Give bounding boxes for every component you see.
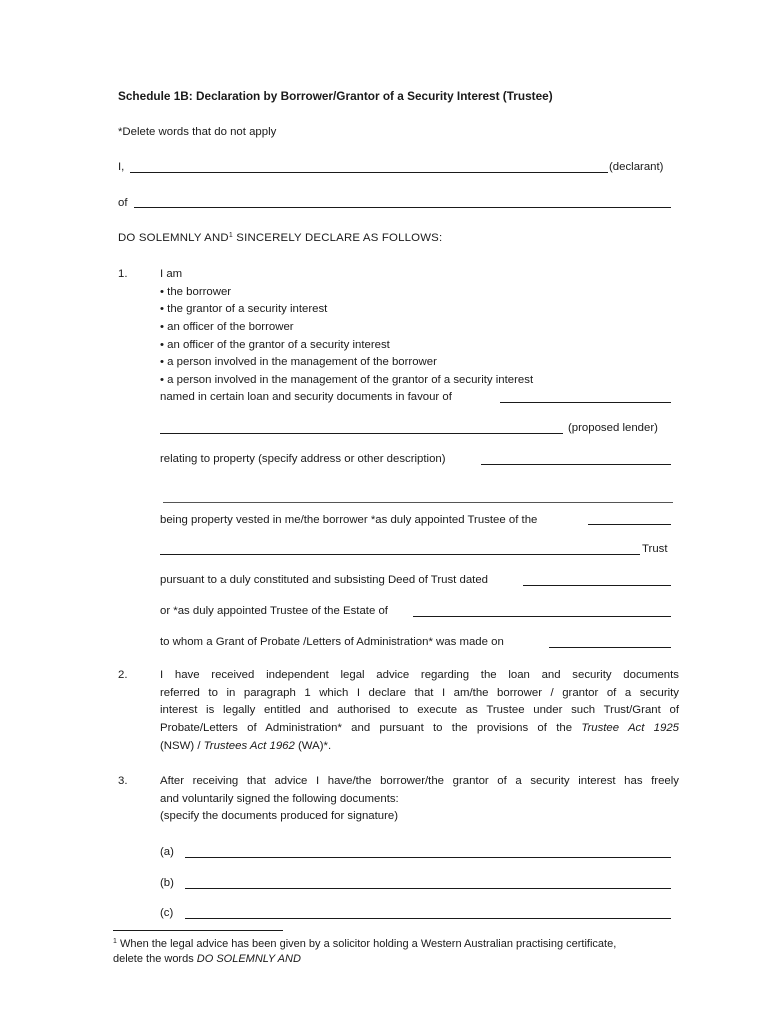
document-item-c-label: (c) (160, 907, 174, 919)
para2-line: (NSW) / Trustees Act 1962 (WA)*. (160, 740, 332, 752)
probate-date-field[interactable] (549, 647, 671, 648)
deed-date-field[interactable] (523, 585, 671, 586)
declarant-suffix: (declarant) (609, 161, 664, 173)
bullet-item: • a person involved in the management of the borrower (160, 356, 437, 368)
bullet-item: • the grantor of a security interest (160, 303, 328, 315)
of-label: of (118, 197, 128, 209)
para1-intro: I am (160, 268, 183, 280)
page-title: Schedule 1B: Declaration by Borrower/Grantor of a Security Interest (Trustee) (118, 89, 553, 103)
declarant-field[interactable] (130, 172, 608, 173)
footnote-line-1: $^1$ When the legal advice has been given by a solicitor holding a Western Australian practising certificate, (113, 938, 617, 950)
probate-text: to whom a Grant of Probate /Letters of Administration* was made on (160, 636, 504, 648)
lender-field-1[interactable] (500, 402, 671, 403)
pursuant-text: pursuant to a duly constituted and subsisting Deed of Trust dated (160, 574, 489, 586)
vested-text: being property vested in me/the borrower *as duly appointed Trustee of the (160, 514, 538, 526)
address-field[interactable] (134, 207, 671, 208)
proposed-lender-label: (proposed lender) (568, 422, 658, 434)
document-item-c-field[interactable] (185, 918, 671, 919)
declarant-prefix: I, (118, 161, 125, 173)
para3-line: (specify the documents produced for signature) (160, 810, 399, 822)
para2-line: referred to in paragraph 1 which I declare that I am/the borrower / grantor of a security (160, 687, 679, 699)
bullet-item: • an officer of the grantor of a security interest (160, 339, 390, 351)
para3-line: and voluntarily signed the following documents: (160, 793, 399, 805)
trust-name-field-1[interactable] (588, 524, 671, 525)
delete-note: *Delete words that do not apply (118, 126, 277, 138)
document-item-a-field[interactable] (185, 857, 671, 858)
bullet-item: • a person involved in the management of the grantor of a security interest (160, 374, 534, 386)
declare-statement: DO SOLEMNLY AND$^1$ SINCERELY DECLARE AS FOLLOWS: (118, 232, 443, 244)
trust-label: Trust (642, 543, 668, 555)
para3-number: 3. (118, 775, 128, 787)
estate-field[interactable] (413, 616, 671, 617)
named-in-text: named in certain loan and security documents in favour of (160, 391, 452, 403)
document-item-b-label: (b) (160, 877, 174, 889)
para2-line: interest is legally entitled and authorised to execute as Trustee under such Trust/Grant of (160, 704, 679, 716)
document-item-a-label: (a) (160, 846, 174, 858)
para2-number: 2. (118, 669, 128, 681)
para2-line: Probate/Letters of Administration* and pursuant to the provisions of the Trustee Act 1925 (160, 722, 680, 734)
lender-field-2[interactable] (160, 433, 563, 434)
para1-number: 1. (118, 268, 128, 280)
footnote-separator (113, 930, 283, 931)
estate-text: or *as duly appointed Trustee of the Estate of (160, 605, 388, 617)
bullet-item: • an officer of the borrower (160, 321, 294, 333)
footnote-line-2: delete the words DO SOLEMNLY AND (113, 953, 301, 965)
para2-line: I have received independent legal advice regarding the loan and security documents (160, 669, 679, 681)
document-item-b-field[interactable] (185, 888, 671, 889)
para3-line: After receiving that advice I have/the borrower/the grantor of a security interest has freely (160, 775, 679, 787)
trust-name-field-2[interactable] (160, 554, 640, 555)
property-field-1[interactable] (481, 464, 671, 465)
relating-to-text: relating to property (specify address or other description) (160, 453, 446, 465)
bullet-item: • the borrower (160, 286, 232, 298)
property-field-2[interactable] (163, 502, 673, 503)
